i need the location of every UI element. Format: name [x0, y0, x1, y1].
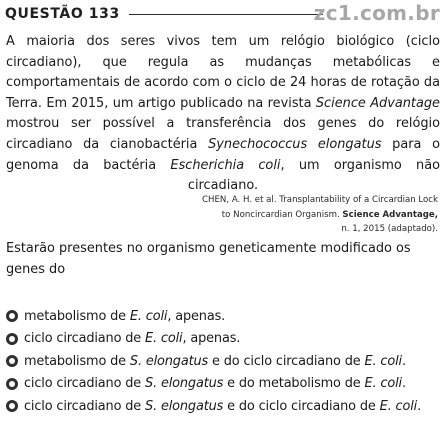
- option-b-species: E. coli: [145, 331, 183, 347]
- radio-icon[interactable]: [6, 333, 18, 345]
- statement-text-2: mostrou ser possível a transferência dos genes do relógio circadiano da cianobactéria: [6, 116, 440, 152]
- statement-text-3: para o genoma da bactéria: [6, 136, 441, 173]
- option-d-species: S. elongatus: [145, 376, 224, 392]
- option-a-text: [24, 309, 225, 324]
- option-a-text-2: , apenas.: [167, 308, 226, 324]
- option-d-species-2: E. coli: [364, 376, 402, 392]
- option-a-text-1: metabolismo de: [24, 308, 130, 324]
- species-synechococcus: Synechococcus elongatus: [208, 136, 382, 152]
- citation-journal: Science Advantage,: [342, 209, 438, 220]
- statement-text-1: A maioria dos seres vivos tem um relógio biológico (ciclo circadiano), que regula as mudanças metabólicas e comportamentais de acordo com o ciclo de 24 horas de rotação da Terra. Em 2015, um artigo publicado na revista: [6, 34, 440, 111]
- question-prompt: Estarão presentes no organismo geneticamente modificado os genes do: [6, 241, 411, 277]
- radio-icon[interactable]: [6, 355, 18, 367]
- option-a[interactable]: [6, 305, 442, 328]
- option-d[interactable]: [6, 373, 442, 396]
- option-c-text-1: metabolismo de: [24, 353, 130, 369]
- question-statement: [6, 32, 440, 197]
- citation-line-2: [138, 208, 438, 223]
- option-d-text-1: ciclo circadiano de: [24, 376, 146, 392]
- option-c-text-2: e do ciclo circadiano de: [208, 353, 365, 369]
- citation-line-3: n. 1, 2015 (adaptado).: [341, 224, 438, 235]
- journal-name: Science Advantage: [315, 95, 440, 111]
- option-e-species-2: E. coli: [379, 398, 418, 414]
- radio-icon[interactable]: [6, 310, 18, 322]
- species-ecoli: Escherichia coli: [170, 157, 281, 173]
- option-b-text-2: , apenas.: [182, 331, 241, 347]
- option-d-text-2: e do metabolismo de: [223, 376, 365, 392]
- option-e-text-2: e do ciclo circadiano de: [223, 398, 380, 414]
- option-b-text-1: ciclo circadiano de: [24, 331, 146, 347]
- option-c-text-3: .: [401, 353, 406, 369]
- citation: [138, 193, 438, 237]
- citation-title-end: to Noncircardian Organism.: [221, 209, 343, 220]
- option-c-text: [24, 354, 406, 369]
- citation-line-1: CHEN, A. H. et al. Transplantability of a Circardian Lock: [202, 195, 438, 205]
- option-e-text-3: .: [417, 398, 422, 414]
- option-e-text-1: ciclo circadiano de: [24, 398, 146, 414]
- question-header: [3, 2, 444, 28]
- option-e-text: [24, 399, 421, 414]
- option-e[interactable]: [6, 395, 442, 418]
- radio-icon[interactable]: [6, 378, 18, 390]
- radio-icon[interactable]: [6, 400, 18, 412]
- option-b-text: [24, 331, 240, 346]
- option-b[interactable]: [6, 328, 442, 351]
- brand-watermark: zc1.com.br: [313, 1, 440, 25]
- option-d-text-3: .: [401, 376, 406, 392]
- statement-text-4: , um organismo não circadiano.: [187, 157, 441, 194]
- option-c-species: S. elongatus: [129, 353, 209, 369]
- header-rule: [129, 14, 323, 15]
- answer-options: [6, 305, 442, 418]
- option-a-species: E. coli: [129, 308, 168, 324]
- option-c[interactable]: [6, 350, 442, 373]
- option-d-text: [24, 376, 406, 391]
- option-c-species-2: E. coli: [364, 353, 402, 369]
- option-e-species: S. elongatus: [145, 398, 224, 414]
- question-number: QUESTÃO 133: [5, 6, 120, 22]
